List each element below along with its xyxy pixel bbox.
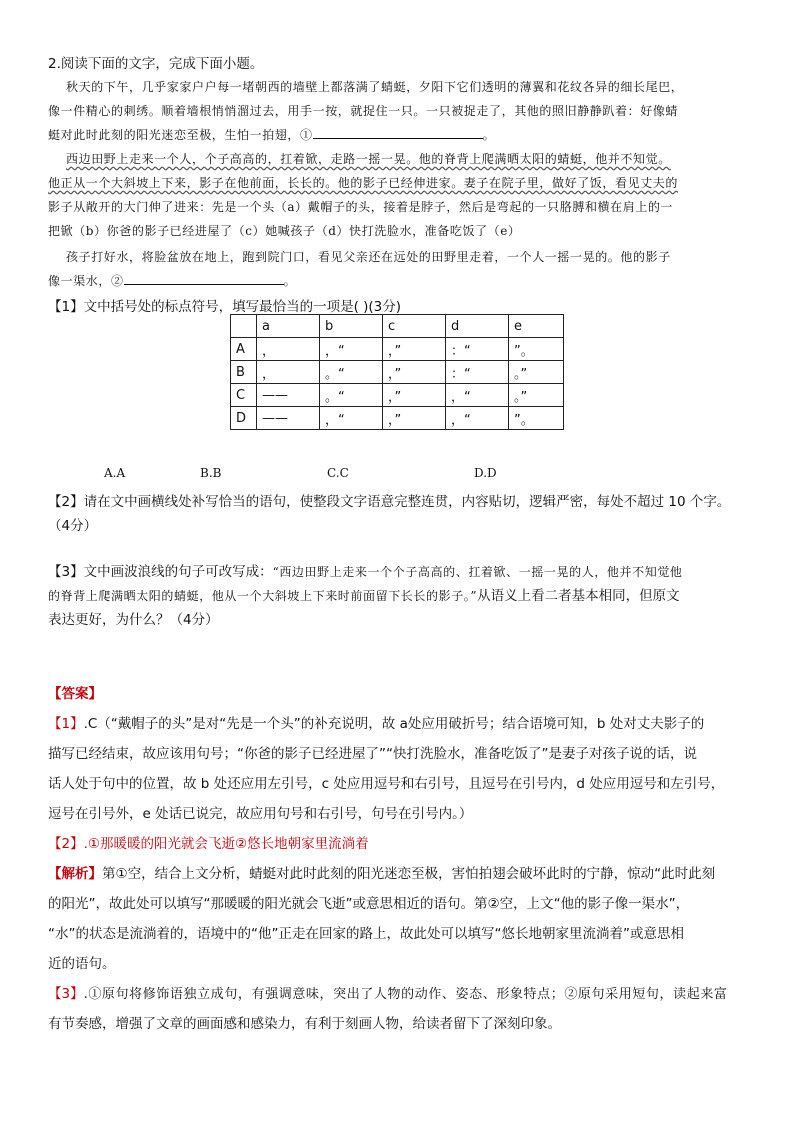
passage-line-text: 像一渠水，② [48,274,124,288]
table-cell: A [231,338,257,361]
passage-line-text: 蜓对此时此刻的阳光迷恋至极，生怕一拍翅，① [48,128,313,142]
analysis-line: 的阳光”，故此处可以填写“那暖暖的阳光就会飞逝”或意思相近的语句。第②空，上文“他的影子像一渠水”， [48,896,690,912]
table-cell: ，” [383,338,446,361]
answer-heading: 【答案】 [48,686,102,702]
table-cell: ，“ [320,407,383,430]
blank-2 [124,273,284,285]
analysis [48,862,715,882]
wavy-sentence-line [66,150,671,167]
table-header-cell: e [509,315,564,338]
passage-line: 像一件精心的刺绣。顺着墙根悄悄溜过去，用手一按，就捉住一只。一只被捉走了，其他的照旧静静趴着：好像蜻 [48,104,679,118]
sub-question-3: 表达更好，为什么？（4分） [48,612,219,628]
blank-1 [313,127,483,139]
answer-1-line: 逗号在引号外，e 处话已说完，故应用句号和右引号，句号在引号内。） [48,806,473,822]
table-row [231,384,564,407]
table-cell: ， [257,338,320,361]
answer-2-tag: 【2】 [48,836,84,852]
table-header-cell: c [383,315,446,338]
table-cell: 。“ [320,361,383,384]
passage-line-end: 。 [283,274,297,288]
table-cell: 。“ [320,384,383,407]
table-cell: ，” [383,361,446,384]
sub-question-3-quote: “西边田野上走来一个个子高高的、扛着锨、一摇一晃的人，他并不知觉他 [272,565,683,579]
table-header-cell: a [257,315,320,338]
analysis-line: “水”的状态是流淌着的，语境中的“他”正走在回家的路上，故此处可以填写“悠长地朝家里流淌着”或意思相 [48,926,684,942]
passage-line: 把锨（b）你爸的影子已经进屋了（c）她喊孩子（d）快打洗脸水，准备吃饭了（e） [48,224,521,238]
passage-line: 影子从敞开的大门伸了进来：先是一个头（a）戴帽子的头，接着是脖子，然后是弯起的一只胳膊和横在肩上的一 [48,200,674,214]
answer-1-line: 话人处于句中的位置，故 b 处还应用左引号，c 处应用逗号和右引号，且逗号在引号内，d 处应用逗号和左引号， [48,776,725,792]
sub-question-3-tail: 从语义上看二者基本相同，但原文 [477,588,680,604]
sub-question-2: 【2】请在文中画横线处补写恰当的语句，使整段文字语意完整连贯，内容贴切，逻辑严密，每处不超过 10 个字。 [48,494,731,510]
wavy-sentence: 西边田野上走来一个人，个子高高的，扛着锨，走路一摇一晃。他的脊背上爬满晒太阳的蜻蜓，他并不知觉。 [66,152,671,166]
table-row [231,338,564,361]
table-cell: ， [257,361,320,384]
table-header-row [231,315,564,338]
answer-3-line: 有节奏感，增强了文章的画面感和感染力，有利于刻画人物，给读者留下了深刻印象。 [48,1016,561,1032]
answer-1 [48,712,704,732]
answer-1-tag: 【1】 [48,716,84,732]
passage-line [48,126,495,143]
table-cell: ：“ [446,338,509,361]
wavy-sentence: 他正从一个大斜坡上下来，影子在他前面，长长的。他的影子已经伸进家。妻子在院子里，做好了饭，看见丈夫的 [48,176,679,190]
choice-a[interactable]: A.A [104,466,126,480]
punctuation-options-table [230,314,564,430]
table-cell: ”。 [509,338,564,361]
table-cell: C [231,384,257,407]
table-cell: 。” [509,384,564,407]
table-cell: ，“ [446,407,509,430]
table-header-cell [231,315,257,338]
sub-question-3-lead: 【3】文中画波浪线的句子可改写成： [48,564,273,580]
table-cell: ，” [383,407,446,430]
passage-line: 秋天的下午，几乎家家户户每一堵朝西的墙壁上都落满了蜻蜓，夕阳下它们透明的薄翼和花纹各异的细长尾巴， [66,80,684,94]
table-row [231,407,564,430]
answer-1-line: 描写已经结束，故应该用句号；“你爸的影子已经进屋了”“快打洗脸水，准备吃饭了”是妻子对孩子说的话，说 [48,746,697,762]
sub-question-3 [48,584,680,604]
table-cell: —— [257,407,320,430]
sub-question-3-quote: 的脊背上爬满晒太阳的蜻蜓，他从一个大斜坡上下来时前面留下长长的影子。” [48,589,478,603]
answer-1-text: .C（“戴帽子的头”是对“先是一个头”的补充说明，故 a处应用破折号；结合语境可知，b 处对丈夫影子的 [83,716,705,732]
passage-line [48,174,678,191]
analysis-line: 近的语句。 [48,956,116,972]
sub-question-2-points: （4分） [48,518,98,534]
choice-d[interactable]: D.D [474,466,497,480]
table-row [231,361,564,384]
passage-line: 孩子打好水，将脸盆放在地上，跑到院门口，看见父亲还在远处的田野里走着，一个人一摇一晃的。他的影子 [66,250,671,264]
sub-question-1: 【1】文中括号处的标点符号，填写最恰当的一项是( )(3分) [48,299,402,315]
sub-question-3 [48,560,683,580]
analysis-text: 第①空，结合上文分析，蜻蜓对此时此刻的阳光迷恋至极，害怕拍翅会破坏此时的宁静，惊动“此时此刻 [102,866,716,882]
passage-line-end: 。 [482,128,496,142]
answer-2 [48,832,369,852]
table-cell: ：“ [446,361,509,384]
table-cell: ，” [383,384,446,407]
question-intro: 2.阅读下面的文字，完成下面小题。 [48,56,264,72]
table-cell: ”。 [509,407,564,430]
analysis-tag: 【解析】 [48,866,102,882]
table-cell: ，“ [446,384,509,407]
table-header-cell: d [446,315,509,338]
table-cell: —— [257,384,320,407]
choice-b[interactable]: B.B [200,466,222,480]
answer-2-text: .①那暖暖的阳光就会飞逝②悠长地朝家里流淌着 [83,836,369,852]
choice-c[interactable]: C.C [327,466,349,480]
table-cell: D [231,407,257,430]
table-cell: B [231,361,257,384]
answer-3-tag: 【3】 [48,986,84,1002]
passage-line [48,272,296,289]
answer-3-text: .①原句将修饰语独立成句，有强调意味，突出了人物的动作、姿态、形象特点；②原句采用短句，读起来富 [83,987,728,1002]
table-cell: ，“ [320,338,383,361]
table-header-cell: b [320,315,383,338]
table-cell: 。” [509,361,564,384]
answer-3 [48,982,728,1002]
